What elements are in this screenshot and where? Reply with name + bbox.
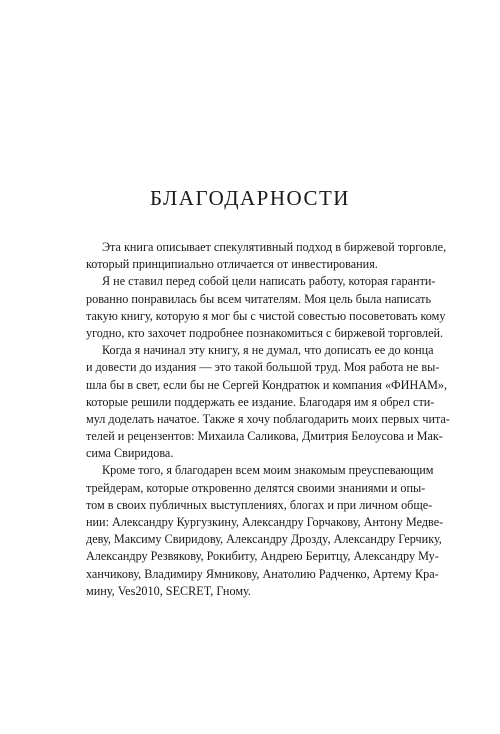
text-line: и довести до издания — это такой большой труд. Моя работа не вы- xyxy=(86,360,440,375)
text-line: Эта книга описывает спекулятивный подход в биржевой торговле, xyxy=(102,240,447,254)
acknowledgements-text xyxy=(86,239,450,600)
text-line: ханчикову, Владимиру Ямникову, Анатолию Радченко, Артему Кра- xyxy=(86,566,439,581)
text-line: Кроме того, я благодарен всем моим знакомым преуспевающим xyxy=(102,463,434,478)
text-line: Александру Резвякову, Рокибиту, Андрею Беритцу, Александру Му- xyxy=(86,549,439,564)
text-line: рованно понравилась бы всем читателям. Моя цель была написать xyxy=(86,291,432,306)
text-line: который принципиально отличается от инвестирования. xyxy=(86,257,378,272)
text-line: такую книгу, которую я мог бы с чистой совестью посоветовать кому xyxy=(86,308,446,323)
text-line: которые решили поддержать ее издание. Благодаря им я обрел сти- xyxy=(86,394,435,409)
text-line: сима Свиридова. xyxy=(86,446,174,461)
text-line: угодно, кто захочет подробнее познакомиться с биржевой торговлей. xyxy=(86,325,444,340)
text-line: мул доделать начатое. Также я хочу поблагодарить моих первых чита- xyxy=(86,411,450,426)
text-line: Я не ставил перед собой цели написать работу, которая гаранти- xyxy=(102,274,436,289)
text-line: нии: Александру Кургузкину, Александру Горчакову, Антону Медве- xyxy=(86,515,444,529)
page-title: БЛАГОДАРНОСТИ xyxy=(150,186,350,210)
text-line: шла бы в свет, если бы не Сергей Кондратюк и компания «ФИНАМ», xyxy=(86,377,448,392)
text-line: мину, Ves2010, SECRET, Гному. xyxy=(86,583,251,598)
text-line: телей и рецензентов: Михаила Саликова, Дмитрия Белоусова и Мак- xyxy=(86,429,443,444)
text-line: трейдерам, которые откровенно делятся своими знаниями и опы- xyxy=(86,480,426,495)
text-line: Когда я начинал эту книгу, я не думал, что дописать ее до конца xyxy=(102,343,434,358)
text-line: деву, Максиму Свиридову, Александру Дроздy, Александру Герчику, xyxy=(86,532,442,547)
text-line: том в своих публичных выступлениях, блогах и при личном обще- xyxy=(86,497,433,512)
